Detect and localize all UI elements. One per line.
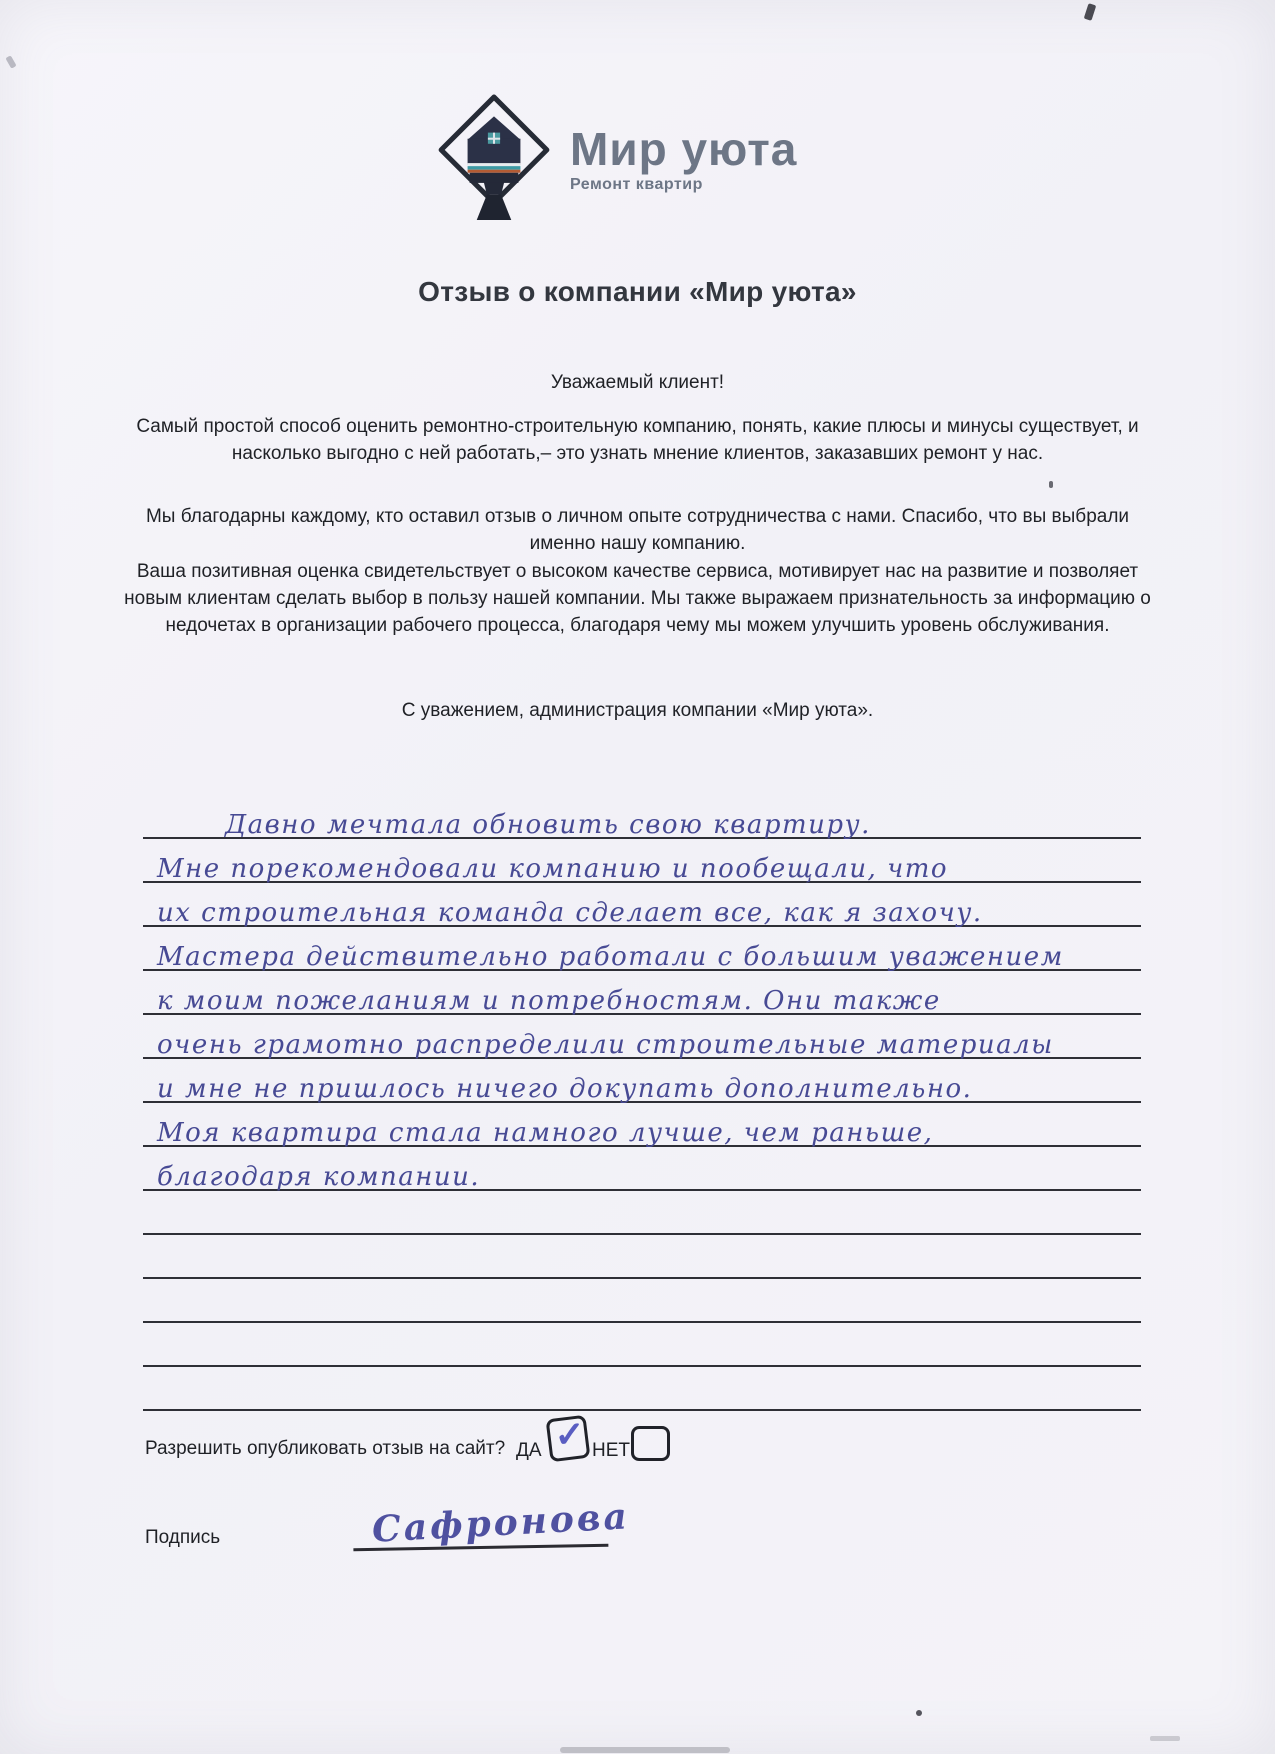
scan-speck [5, 55, 16, 68]
intro-paragraph-3: Ваша позитивная оценка свидетельствует о высоком качестве сервиса, мотивирует нас на развитие и позволяет новым клиентам сделать выбор в пользу нашей компании. Мы также выражаем признательность за информацию о недочетах в организации рабочего процесса, благодаря чему мы можем улучшить уровень обслуживания. [124, 561, 1151, 636]
consent-yes-label: ДА [516, 1440, 542, 1461]
page-title: Отзыв о компании «Мир уюта» [418, 276, 857, 307]
review-line [143, 1015, 1141, 1059]
paintbrush-diamond-icon [438, 94, 550, 225]
scan-speck [1084, 3, 1097, 21]
handwritten-signature: Сафронова [371, 1495, 631, 1551]
review-line [143, 1059, 1141, 1103]
checkmark-icon: ✓ [554, 1413, 586, 1457]
scan-speck [1049, 481, 1053, 488]
review-line-empty [143, 1367, 1141, 1411]
handwritten-text: Мастера действительно работали с большим уважением [157, 942, 1064, 972]
logo-tagline: Ремонт квартир [570, 175, 703, 193]
intro-closing: С уважением, администрация компании «Мир уюта». [401, 700, 874, 721]
scan-smudge [560, 1747, 730, 1753]
signature-label: Подпись [145, 1527, 221, 1548]
scan-speck [916, 1710, 922, 1716]
review-line [143, 883, 1141, 927]
consent-no-checkbox[interactable] [631, 1426, 670, 1461]
review-line [143, 795, 1141, 839]
review-line-empty [143, 1279, 1141, 1323]
handwritten-text: Мне порекомендовали компанию и пообещали, что [157, 854, 949, 884]
intro-paragraph-1: Самый простой способ оценить ремонтно-строительную компанию, понять, какие плюсы и минусы существует, и насколько выгодно с ней работать,– это узнать мнение клиентов, заказавших ремонт у нас. [136, 416, 1139, 464]
handwritten-text: Моя квартира стала намного лучше, чем раньше, [157, 1118, 934, 1148]
publish-consent-question: Разрешить опубликовать отзыв на сайт? [145, 1438, 506, 1459]
review-line [143, 1103, 1141, 1147]
salutation: Уважаемый клиент! [550, 372, 725, 393]
review-line [143, 1147, 1141, 1191]
handwritten-text: Давно мечтала обновить свою квартиру. [225, 810, 871, 840]
intro-paragraph-2: Мы благодарны каждому, кто оставил отзыв о личном опыте сотрудничества с нами. Спасибо, что вы выбрали именно нашу компанию. [145, 506, 1130, 554]
review-line-empty [143, 1235, 1141, 1279]
review-line [143, 839, 1141, 883]
scan-smudge [1150, 1736, 1180, 1741]
review-line [143, 927, 1141, 971]
review-line [143, 971, 1141, 1015]
review-line-empty [143, 1191, 1141, 1235]
handwritten-text: их строительная команда сделает все, как я захочу. [157, 898, 983, 928]
company-logo [438, 94, 797, 225]
consent-yes-checkbox[interactable] [546, 1415, 591, 1463]
logo-brand-name: Мир уюта [570, 122, 798, 175]
review-text-area [143, 795, 1141, 1411]
handwritten-text: к моим пожеланиям и потребностям. Они также [157, 986, 941, 1016]
review-line-empty [143, 1323, 1141, 1367]
handwritten-text: очень грамотно распределили строительные материалы [157, 1030, 1054, 1060]
handwritten-text: благодаря компании. [157, 1162, 481, 1192]
consent-no-label: НЕТ [592, 1440, 630, 1461]
handwritten-text: и мне не пришлось ничего докупать дополнительно. [157, 1074, 973, 1104]
